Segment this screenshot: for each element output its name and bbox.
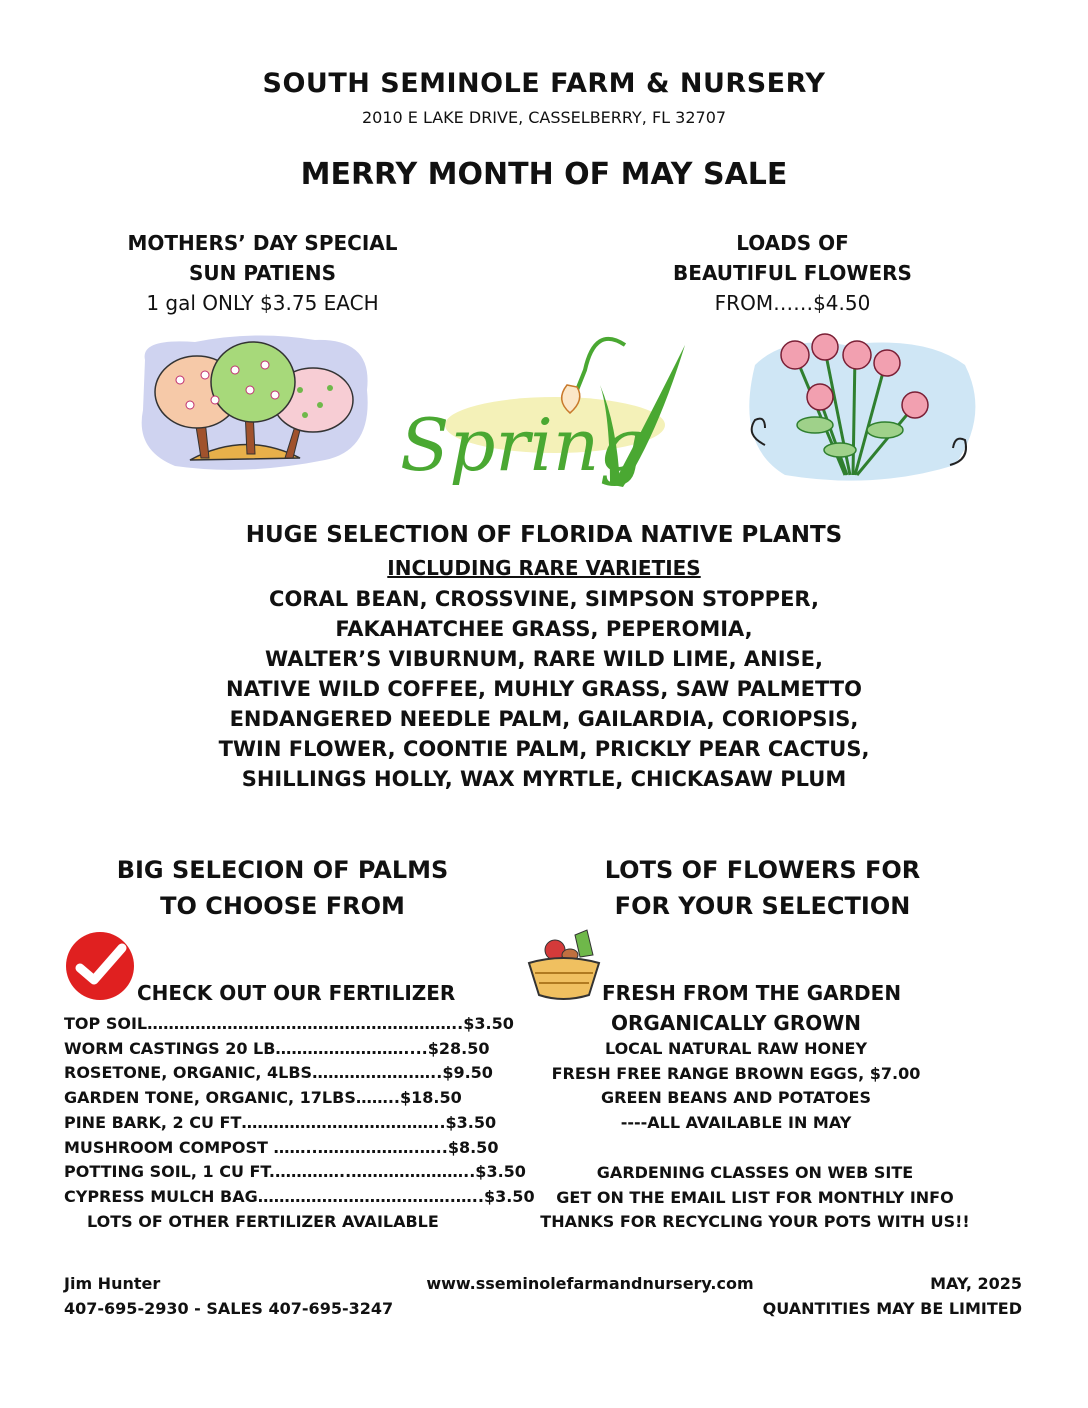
phone-numbers: 407-695-2930 - SALES 407-695-3247 xyxy=(64,1299,394,1318)
business-name: SOUTH SEMINOLE FARM & NURSERY xyxy=(262,68,826,99)
list-item: ENDANGERED NEEDLE PALM, GAILARDIA, CORIOPSIS, xyxy=(229,707,859,731)
contact-name: Jim Hunter xyxy=(64,1274,161,1293)
website-link[interactable]: www.sseminolefarmandnursery.com xyxy=(426,1274,754,1293)
promo-left-line2: SUN PATIENS xyxy=(189,261,336,285)
list-item: FAKAHATCHEE GRASS, PEPEROMIA, xyxy=(335,617,753,641)
list-item: GARDENING CLASSES ON WEB SITE xyxy=(596,1163,914,1182)
fertilizer-title: CHECK OUT OUR FERTILIZER xyxy=(137,981,456,1005)
business-address: 2010 E LAKE DRIVE, CASSELBERRY, FL 32707 xyxy=(361,108,727,127)
table-row: CYPRESS MULCH BAG……………………………….…..$3.50 xyxy=(64,1186,535,1206)
list-item: ----ALL AVAILABLE IN MAY xyxy=(620,1113,852,1133)
list-item: GET ON THE EMAIL LIST FOR MONTHLY INFO xyxy=(556,1187,954,1207)
promo-right-line2: BEAUTIFUL FLOWERS xyxy=(673,261,912,285)
promo-left-line3: 1 gal ONLY $3.75 EACH xyxy=(146,291,379,315)
list-item: GREEN BEANS AND POTATOES xyxy=(601,1088,871,1108)
garden-title: FRESH FROM THE GARDEN xyxy=(602,981,902,1005)
table-row: PINE BARK, 2 CU FT………………………………..$3.50 xyxy=(64,1112,497,1132)
table-row: WORM CASTINGS 20 LB……………………....$28.50 xyxy=(64,1038,490,1058)
promo-right-line1: LOADS OF xyxy=(736,231,849,255)
flowers-heading: LOTS OF FLOWERS FOR FOR YOUR SELECTION xyxy=(604,856,921,920)
garden-line1: ORGANICALLY GROWN xyxy=(610,1011,862,1035)
checkmark-icon xyxy=(64,930,136,1002)
list-item: NATIVE WILD COFFEE, MUHLY GRASS, SAW PALMETTO xyxy=(226,677,862,701)
sale-title: MERRY MONTH OF MAY SALE xyxy=(300,157,788,192)
spring-clipart xyxy=(395,325,695,490)
list-item: FRESH FREE RANGE BROWN EGGS, $7.00 xyxy=(551,1063,921,1083)
promo-right xyxy=(640,228,945,318)
vegetable-basket-icon xyxy=(525,925,603,1003)
spring-text: Spring xyxy=(400,403,646,487)
list-item: TWIN FLOWER, COONTIE PALM, PRICKLY PEAR CACTUS, xyxy=(218,737,870,761)
list-item: LOCAL NATURAL RAW HONEY xyxy=(604,1039,868,1058)
list-item: CORAL BEAN, CROSSVINE, SIMPSON STOPPER, xyxy=(269,587,819,611)
list-item: THANKS FOR RECYCLING YOUR POTS WITH US!! xyxy=(540,1212,970,1232)
table-row: MUSHROOM COMPOST ……..……………….…..$8.50 xyxy=(64,1137,499,1157)
garden-info xyxy=(525,1161,985,1235)
flowering-trees-icon xyxy=(135,330,375,480)
palms-heading: BIG SELECION OF PALMS TO CHOOSE FROM xyxy=(116,856,449,920)
native-plants-list xyxy=(0,584,1088,794)
fertilizer-footer: LOTS OF OTHER FERTILIZER AVAILABLE xyxy=(87,1212,439,1231)
table-row: ROSETONE, ORGANIC, 4LBS……………….…..$9.50 xyxy=(64,1063,493,1083)
garden-list xyxy=(536,1037,936,1136)
flyer-date: MAY, 2025 xyxy=(930,1274,1022,1293)
promo-left-line1: MOTHERS’ DAY SPECIAL xyxy=(127,231,398,255)
table-row: TOP SOIL…………………………………………………..$3.50 xyxy=(64,1014,514,1033)
native-plants-subtitle: INCLUDING RARE VARIETIES xyxy=(387,556,701,580)
native-plants-title: HUGE SELECTION OF FLORIDA NATIVE PLANTS xyxy=(245,522,843,548)
list-item: WALTER’S VIBURNUM, RARE WILD LIME, ANISE, xyxy=(265,647,823,671)
promo-right-line3: FROM……$4.50 xyxy=(714,291,871,315)
table-row: POTTING SOIL, 1 CU FT.…………..…………………..$3.50 xyxy=(64,1162,526,1182)
quantities-note: QUANTITIES MAY BE LIMITED xyxy=(762,1299,1022,1318)
promo-left xyxy=(90,228,435,318)
list-item: SHILLINGS HOLLY, WAX MYRTLE, CHICKASAW PLUM xyxy=(241,767,847,791)
table-row: GARDEN TONE, ORGANIC, 17LBS……..$18.50 xyxy=(64,1088,462,1108)
roses-bouquet-icon xyxy=(725,325,990,490)
fertilizer-list xyxy=(64,1012,535,1210)
